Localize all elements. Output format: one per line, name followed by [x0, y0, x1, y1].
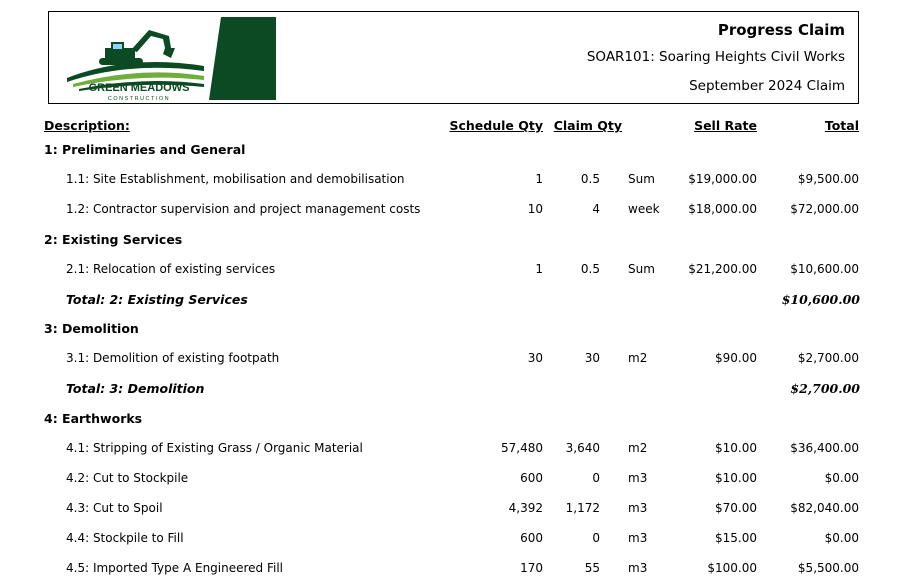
col-header-total: Total: [824, 118, 859, 133]
table-row: [0, 262, 906, 282]
schedule-qty: 170: [520, 561, 543, 575]
schedule-qty: 600: [520, 531, 543, 545]
unit: week: [628, 202, 660, 216]
line-total: $2,700.00: [797, 351, 859, 365]
table-row: [0, 172, 906, 192]
section-row: [0, 142, 906, 162]
unit: m2: [628, 441, 648, 455]
col-header-schedule-qty: Schedule Qty: [449, 118, 543, 133]
subtotal-label: Total: 3: Demolition: [66, 381, 205, 396]
line-total: $0.00: [824, 471, 859, 485]
unit: m3: [628, 561, 648, 575]
schedule-qty: 1: [535, 262, 543, 276]
line-total: $9,500.00: [797, 172, 859, 186]
company-name: GREEN MEADOWS: [88, 82, 190, 94]
sell-rate: $100.00: [707, 561, 757, 575]
document-title: Progress Claim: [717, 21, 845, 39]
table-row: [0, 351, 906, 371]
sell-rate: $18,000.00: [688, 202, 757, 216]
unit: m2: [628, 351, 648, 365]
line-total: $82,040.00: [790, 501, 859, 515]
claim-period: September 2024 Claim: [689, 78, 845, 94]
item-description: 4.5: Imported Type A Engineered Fill: [66, 561, 284, 575]
unit: m3: [628, 501, 648, 515]
schedule-qty: 10: [527, 202, 543, 216]
table-row: [0, 202, 906, 222]
claim-qty: 1,172: [565, 501, 600, 515]
section-row: [0, 411, 906, 431]
line-total: $0.00: [824, 531, 859, 545]
line-total: $36,400.00: [790, 441, 859, 455]
unit: m3: [628, 471, 648, 485]
project-name: SOAR101: Soaring Heights Civil Works: [586, 49, 845, 65]
subtotal-row: [0, 292, 906, 312]
claim-qty: 3,640: [565, 441, 600, 455]
claim-qty: 0: [592, 531, 600, 545]
table-row: [0, 501, 906, 521]
subtotal-label: Total: 2: Existing Services: [66, 292, 248, 307]
item-description: 4.4: Stockpile to Fill: [66, 531, 184, 545]
sell-rate: $19,000.00: [688, 172, 757, 186]
sell-rate: $90.00: [715, 351, 757, 365]
unit: Sum: [628, 172, 655, 186]
schedule-qty: 4,392: [508, 501, 543, 515]
claim-qty: 4: [592, 202, 600, 216]
item-description: 4.2: Cut to Stockpile: [66, 471, 189, 485]
section-title: 2: Existing Services: [44, 232, 183, 247]
table-row: [0, 561, 906, 581]
line-total: $72,000.00: [790, 202, 859, 216]
item-description: 3.1: Demolition of existing footpath: [66, 351, 280, 365]
subtotal-row: [0, 381, 906, 401]
sell-rate: $15.00: [715, 531, 757, 545]
table-row: [0, 441, 906, 461]
sell-rate: $10.00: [715, 471, 757, 485]
unit: Sum: [628, 262, 655, 276]
section-title: 3: Demolition: [44, 321, 139, 336]
company-subtitle: CONSTRUCTION: [107, 96, 171, 102]
schedule-qty: 600: [520, 471, 543, 485]
claim-qty: 30: [584, 351, 600, 365]
claim-qty: 0: [592, 471, 600, 485]
unit: m3: [628, 531, 648, 545]
item-description: 1.2: Contractor supervision and project management costs: [66, 202, 421, 216]
schedule-qty: 57,480: [501, 441, 543, 455]
section-title: 4: Earthworks: [44, 411, 143, 426]
item-description: 2.1: Relocation of existing services: [66, 262, 276, 276]
col-header-sell-rate: Sell Rate: [694, 118, 757, 133]
claim-qty: 0.5: [580, 262, 600, 276]
item-description: 4.1: Stripping of Existing Grass / Organic Material: [66, 441, 363, 455]
section-row: [0, 321, 906, 341]
line-total: $5,500.00: [797, 561, 859, 575]
claim-qty: 55: [584, 561, 600, 575]
sell-rate: $21,200.00: [688, 262, 757, 276]
section-row: [0, 232, 906, 252]
subtotal-amount: $2,700.00: [790, 381, 860, 396]
schedule-qty: 1: [535, 172, 543, 186]
sell-rate: $10.00: [715, 441, 757, 455]
claim-qty: 0.5: [580, 172, 600, 186]
line-total: $10,600.00: [790, 262, 859, 276]
table-row: [0, 531, 906, 551]
section-title: 1: Preliminaries and General: [44, 142, 246, 157]
col-header-claim-qty: Claim Qty: [553, 118, 622, 133]
item-description: 4.3: Cut to Spoil: [66, 501, 163, 515]
table-row: [0, 471, 906, 491]
col-header-description: Description:: [44, 118, 130, 133]
brand-stripe: [209, 17, 276, 100]
schedule-qty: 30: [527, 351, 543, 365]
item-description: 1.1: Site Establishment, mobilisation and demobilisation: [66, 172, 405, 186]
subtotal-amount: $10,600.00: [781, 292, 860, 307]
sell-rate: $70.00: [715, 501, 757, 515]
claim-header: [48, 11, 859, 104]
